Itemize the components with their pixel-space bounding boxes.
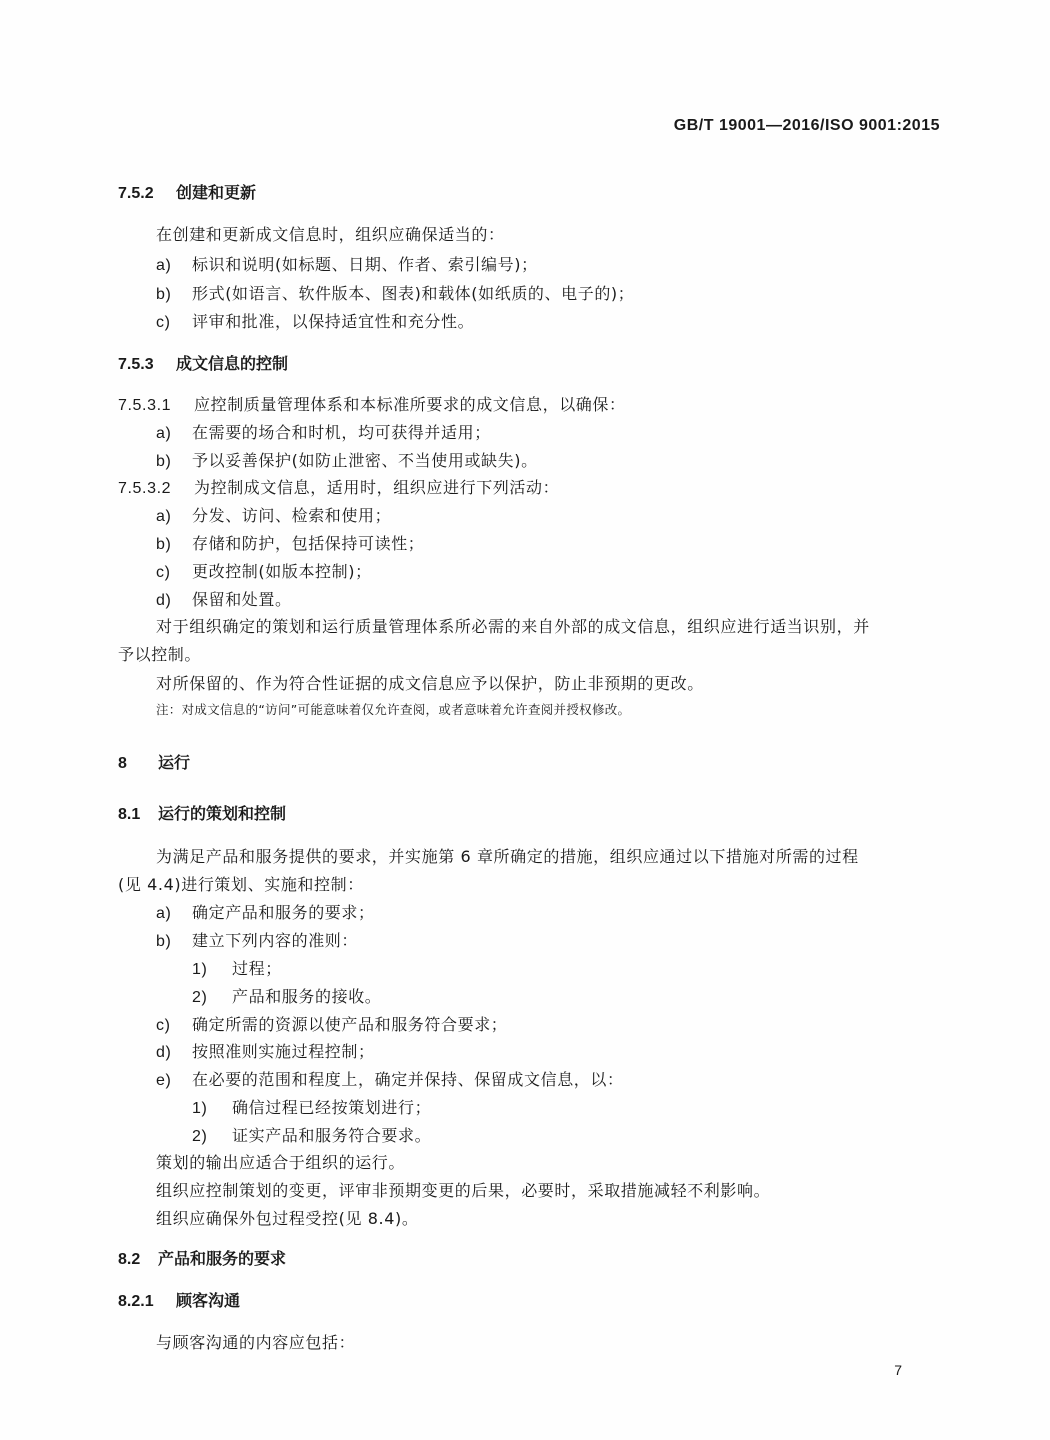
list-text: 形式(如语言、软件版本、图表)和载体(如纸质的、电子的)； [192,284,635,303]
heading-7-5-3 [118,351,288,374]
list-label: 1) [192,1100,208,1117]
list-text: 在需要的场合和时机，均可获得并适用； [192,423,491,442]
heading-8 [118,750,190,773]
list-label: a) [156,425,172,442]
list-text: 存储和防护，包括保持可读性； [192,534,425,553]
list-text: 过程； [232,959,282,978]
list-item [156,420,491,443]
list-item [156,587,292,610]
list-label: a) [156,508,172,525]
section-title: 创建和更新 [176,183,257,202]
list-text: 建立下列内容的准则： [192,931,359,950]
list-label: d) [156,1044,172,1061]
list-text: 确定所需的资源以使产品和服务符合要求； [192,1015,508,1034]
section-title: 产品和服务的要求 [158,1249,287,1268]
list-item [156,1039,375,1062]
list-text: 予以妥善保护(如防止泄密、不当使用或缺失)。 [192,451,538,470]
list-item [156,1067,624,1090]
section-title: 顾客沟通 [176,1291,241,1310]
list-label: a) [156,905,172,922]
list-text: 在必要的范围和程度上，确定并保持、保留成文信息，以： [192,1070,624,1089]
clause-7-5-3-1 [118,392,626,415]
section-title: 运行的策划和控制 [158,804,287,823]
section-number: 7.5.2 [118,185,154,202]
paragraph: 策划的输出应适合于组织的运行。 [156,1153,406,1172]
heading-8-2-1 [118,1288,240,1311]
list-label: e) [156,1072,172,1089]
section-title: 运行 [158,753,191,772]
section-number: 8.2.1 [118,1293,154,1310]
list-label: b) [156,286,172,303]
list-label: 2) [192,989,208,1006]
list-text: 按照准则实施过程控制； [192,1042,375,1061]
paragraph-continuation: (见 4.4)进行策划、实施和控制： [118,875,364,894]
sub-list-item [192,984,381,1007]
clause-7-5-3-2 [118,475,559,498]
clause-number: 7.5.3.2 [118,480,172,497]
list-item [156,252,538,275]
section-number: 8.2 [118,1251,141,1268]
list-label: c) [156,564,171,581]
list-text: 证实产品和服务符合要求。 [232,1126,432,1145]
heading-8-2 [118,1246,286,1269]
sub-list-item [192,956,282,979]
list-label: 1) [192,961,208,978]
section-number: 8 [118,755,127,772]
list-label: b) [156,933,172,950]
list-label: b) [156,536,172,553]
list-label: 2) [192,1128,208,1145]
page-number: 7 [894,1362,902,1378]
list-text: 更改控制(如版本控制)； [192,562,372,581]
list-label: d) [156,592,172,609]
list-text: 保留和处置。 [192,590,292,609]
list-item [156,448,538,471]
list-text: 评审和批准，以保持适宜性和充分性。 [192,312,475,331]
section-number: 7.5.3 [118,356,154,373]
section-number: 8.1 [118,806,141,823]
list-item [156,559,372,582]
paragraph-continuation: 予以控制。 [118,645,202,664]
paragraph: 组织应确保外包过程受控(见 8.4)。 [156,1209,419,1228]
list-text: 确定产品和服务的要求； [192,903,375,922]
sub-list-item [192,1095,431,1118]
sub-list-item [192,1123,431,1146]
standard-code: GB/T 19001—2016/ISO 9001:2015 [673,117,940,134]
clause-text: 应控制质量管理体系和本标准所要求的成文信息，以确保： [194,395,626,414]
paragraph: 为满足产品和服务提供的要求，并实施第 6 章所确定的措施，组织应通过以下措施对所需的过程 [156,847,859,866]
heading-8-1 [118,801,286,824]
list-label: a) [156,257,172,274]
list-item [156,1012,507,1035]
list-label: c) [156,314,171,331]
paragraph: 与顾客沟通的内容应包括： [156,1333,356,1352]
paragraph: 对所保留的、作为符合性证据的成文信息应予以保护，防止非预期的更改。 [156,674,704,693]
list-text: 分发、访问、检索和使用； [192,506,392,525]
paragraph: 组织应控制策划的变更，评审非预期变更的后果，必要时，采取措施减轻不利影响。 [156,1181,771,1200]
list-item [156,928,358,951]
paragraph: 在创建和更新成文信息时，组织应确保适当的： [156,225,505,244]
section-title: 成文信息的控制 [176,354,289,373]
clause-number: 7.5.3.1 [118,397,172,414]
note: 注：对成文信息的“访问”可能意味着仅允许查阅，或者意味着允许查阅并授权修改。 [156,702,631,717]
list-label: c) [156,1017,171,1034]
list-text: 标识和说明(如标题、日期、作者、索引编号)； [192,255,538,274]
list-text: 确信过程已经按策划进行； [232,1098,432,1117]
list-label: b) [156,453,172,470]
list-text: 产品和服务的接收。 [232,987,382,1006]
clause-text: 为控制成文信息，适用时，组织应进行下列活动： [194,478,560,497]
paragraph: 对于组织确定的策划和运行质量管理体系所必需的来自外部的成文信息，组织应进行适当识别，并 [156,617,870,636]
list-item [156,309,474,332]
list-item [156,531,424,554]
heading-7-5-2 [118,180,256,203]
list-item [156,900,375,923]
list-item [156,281,634,304]
list-item [156,503,391,526]
